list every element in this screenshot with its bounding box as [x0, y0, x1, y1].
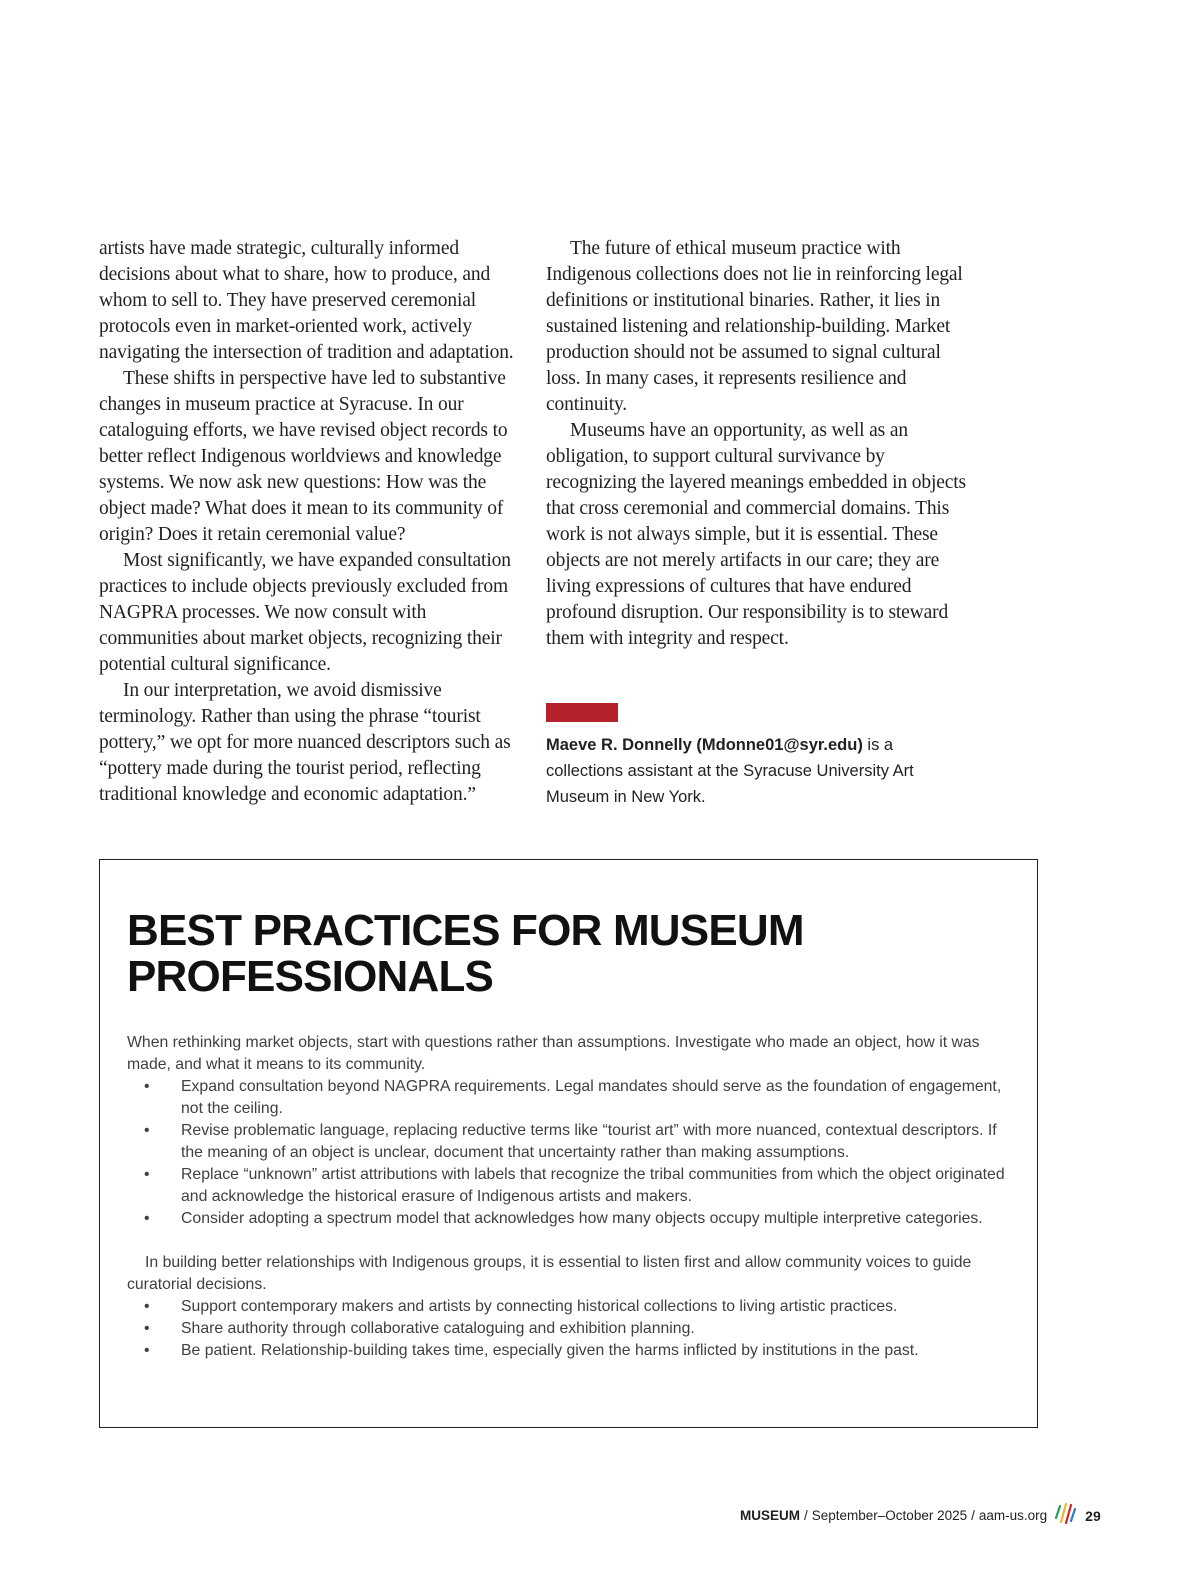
body-paragraph: Most significantly, we have expanded consultation practices to include objects previously excluded from NAGPRA processes. We now consult with communities about market objects, recognizing their potential cultural significance. — [99, 550, 511, 675]
sidebar-paragraph: In building better relationships with Indigenous groups, it is essential to listen first and allow community voices to guide curatorial decisions. — [127, 1254, 972, 1293]
website-link[interactable]: aam-us.org — [978, 1507, 1048, 1523]
sidebar-body — [127, 1032, 1012, 1362]
right-column — [546, 236, 966, 652]
list-item — [127, 1076, 1012, 1120]
accent-rule — [546, 703, 618, 722]
list-item — [127, 1208, 1012, 1230]
list-item — [127, 1164, 1012, 1208]
author-description: is a collections assistant at the Syracuse University Art Museum in New York. — [546, 736, 914, 806]
list-item-text: Be patient. Relationship-building takes time, especially given the harms inflicted by institutions in the past. — [181, 1342, 919, 1359]
bullet-icon: • — [144, 1298, 150, 1315]
body-paragraph: Museums have an opportunity, as well as an obligation, to support cultural survivance by recognizing the layered meanings embedded in objects that cross ceremonial and commercial domains. This work is not always simple, but it is essential. These objects are not merely artifacts in our care; they are living expressions of cultures that have endured profound disruption. Our responsibility is to steward them with integrity and respect. — [546, 420, 966, 649]
author-name: Maeve R. Donnelly (Mdonne01@syr.edu) — [546, 736, 863, 754]
body-paragraph: These shifts in perspective have led to substantive changes in museum practice at Syracuse. In our cataloguing efforts, we have revised object records to better reflect Indigenous worldviews and knowledge systems. We now ask new questions: How was the object made? What does it mean to its community of origin? Does it retain ceremonial value? — [99, 368, 508, 545]
bullet-icon: • — [144, 1166, 150, 1183]
body-paragraph: artists have made strategic, culturally informed decisions about what to share, how to produce, and whom to sell to. They have preserved ceremonial protocols even in market-oriented work, actively navigating the intersection of tradition and adaptation. — [99, 238, 514, 363]
issue-date: September–October 2025 — [811, 1507, 968, 1523]
page-number: 29 — [1085, 1507, 1101, 1524]
list-item-text: Replace “unknown” artist attributions with labels that recognize the tribal communities from which the object originated and acknowledge the historical erasure of Indigenous artists and makers. — [181, 1166, 1005, 1205]
bullet-list — [127, 1076, 1012, 1230]
sidebar-title: BEST PRACTICES FOR MUSEUM PROFESSIONALS — [127, 906, 804, 1001]
list-item-text: Expand consultation beyond NAGPRA requirements. Legal mandates should serve as the foundation of engagement, not the ceiling. — [181, 1078, 1002, 1117]
list-item-text: Consider adopting a spectrum model that acknowledges how many objects occupy multiple interpretive categories. — [181, 1210, 983, 1227]
left-column — [99, 236, 519, 808]
bullet-icon: • — [144, 1320, 150, 1337]
sidebar-intro: When rethinking market objects, start with questions rather than assumptions. Investigate who made an object, how it was made, and what it means to its community. — [127, 1034, 980, 1073]
bullet-icon: • — [144, 1342, 150, 1359]
list-item — [127, 1120, 1012, 1164]
footer-separator: / — [804, 1507, 808, 1523]
bullet-list — [127, 1296, 1012, 1362]
list-item-text: Revise problematic language, replacing reductive terms like “tourist art” with more nuanced, contextual descriptors. If the meaning of an object is unclear, document that uncertainty rather than making assumptions. — [181, 1122, 997, 1161]
aam-stripes-logo-icon — [1053, 1500, 1077, 1531]
body-paragraph: In our interpretation, we avoid dismissive terminology. Rather than using the phrase “tourist pottery,” we opt for more nuanced descriptors such as “pottery made during the tourist period, reflecting traditional knowledge and economic adaptation.” — [99, 680, 511, 805]
footer-separator: / — [971, 1507, 975, 1523]
best-practices-sidebar — [99, 859, 1038, 1428]
bullet-icon: • — [144, 1078, 150, 1095]
page-footer — [740, 1500, 1101, 1531]
author-bio — [546, 732, 966, 810]
body-paragraph: The future of ethical museum practice with Indigenous collections does not lie in reinforcing legal definitions or institutional binaries. Rather, it lies in sustained listening and relationship-building. Market production should not be assumed to signal cultural loss. In many cases, it represents resilience and continuity. — [546, 238, 963, 415]
list-item — [127, 1318, 1012, 1340]
bullet-icon: • — [144, 1210, 150, 1227]
bullet-icon: • — [144, 1122, 150, 1139]
list-item-text: Support contemporary makers and artists by connecting historical collections to living artistic practices. — [181, 1298, 898, 1315]
list-item — [127, 1340, 1012, 1362]
magazine-name: MUSEUM — [740, 1507, 800, 1523]
list-item — [127, 1296, 1012, 1318]
list-item-text: Share authority through collaborative cataloguing and exhibition planning. — [181, 1320, 695, 1337]
